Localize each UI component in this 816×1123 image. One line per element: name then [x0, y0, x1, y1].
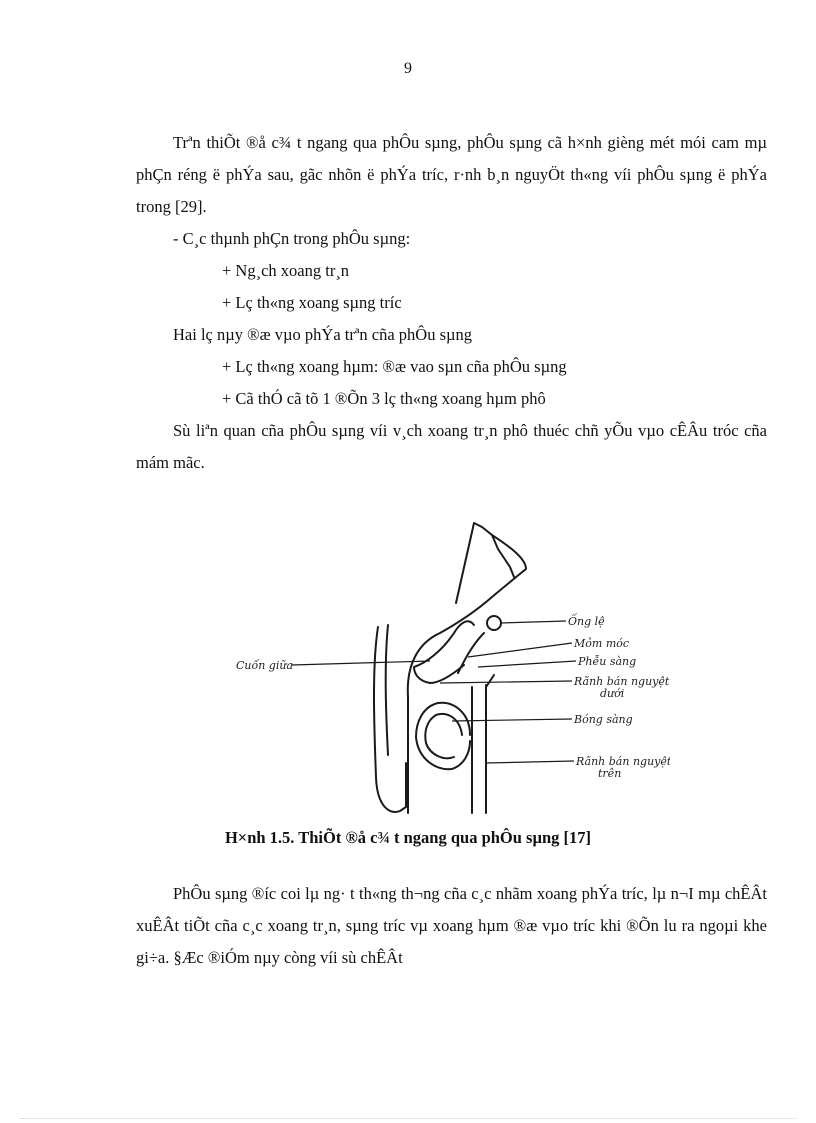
- lacrimal-duct: [487, 616, 501, 630]
- list-item: + Lç th«ng xoang hµm: ®æ vao sµn cña phÔu sµng: [222, 357, 567, 376]
- label-pheu-sang: Phễu sàng: [578, 655, 637, 668]
- body-text-bottom: [136, 878, 767, 974]
- label-duoi: dưới: [600, 687, 625, 700]
- list-note: Hai lç nµy ®æ vµo phÝa trªn cña phÔu sµng: [173, 325, 473, 344]
- label-bong-sang: Bóng sàng: [574, 713, 633, 726]
- page-number: 9: [404, 60, 412, 77]
- infundibulum-diagram: [230, 515, 670, 820]
- paragraph-intro: Trªn thiÕt ®å c¾ t ngang qua phÔu sµng, phÔu sµng cã h×nh gièng mét mói cam mµ phÇn réng ë phÝa sau, gãc nhõn ë phÝa tríc, r·nh b¸n nguyÖt th«ng víi phÔu sµng ë phÝa trong [29].: [136, 133, 767, 216]
- label-cuon-giua: Cuốn giữa: [236, 659, 294, 672]
- anatomy-figure: [230, 515, 670, 820]
- body-text-top: [136, 127, 767, 479]
- leader-pheu-sang: [478, 661, 576, 667]
- page-bottom-divider: [20, 1118, 796, 1119]
- label-tren: trên: [598, 767, 622, 780]
- list-item: + Ng¸ch xoang tr¸n: [222, 261, 350, 280]
- lateral-wall-outline: [408, 523, 526, 813]
- list-item: + Lç th«ng xoang sµng tríc: [222, 293, 402, 312]
- label-ong-le: Ống lệ: [568, 615, 605, 628]
- list-heading: - C¸c thµnh phÇn trong phÔu sµng:: [173, 229, 411, 248]
- leader-ranh-tren: [486, 761, 574, 763]
- middle-turbinate-inner: [386, 625, 388, 755]
- paragraph-relation: Sù liªn quan cña phÔu sµng víi v¸ch xoang tr¸n phô thuéc chñ yÕu vµo cÊÂu tróc cña mám mãc.: [136, 421, 767, 472]
- ethmoid-bulla: [416, 703, 470, 769]
- middle-turbinate-outline: [374, 627, 406, 812]
- list-item: + Cã thÓ cã tõ 1 ®Õn 3 lç th«ng xoang hµm phô: [222, 389, 546, 408]
- label-ranh-ban-nguyet-tren: Rãnh bán nguyệt: [576, 755, 670, 768]
- leader-ong-le: [500, 621, 566, 623]
- label-mom-moc: Mỏm móc: [574, 637, 630, 650]
- leader-ranh-duoi: [440, 681, 572, 683]
- figure-caption: H×nh 1.5. ThiÕt ®å c¾ t ngang qua phÔu sµng [17]: [224, 828, 592, 847]
- label-ranh-ban-nguyet-duoi: Rãnh bán nguyệt: [574, 675, 670, 688]
- paragraph-infundibulum: PhÔu sµng ®íc coi lµ ng· t th«ng th¬ng cña c¸c nhãm xoang phÝa tríc, lµ n¬I mµ chÊÂt xuÊÂt tiÕt cña c¸c xoang tr¸n, sµng tríc vµ xoang hµm ®æ vµo tríc khi ®Õn lu ra ngoµi khe gi÷a. §Æc ®iÓm nµy còng víi sù chÊÂt: [136, 884, 767, 967]
- leader-left: [292, 661, 430, 665]
- leader-bong-sang: [452, 719, 572, 721]
- leader-mom-moc: [468, 643, 572, 657]
- septal-line-c: [486, 675, 494, 687]
